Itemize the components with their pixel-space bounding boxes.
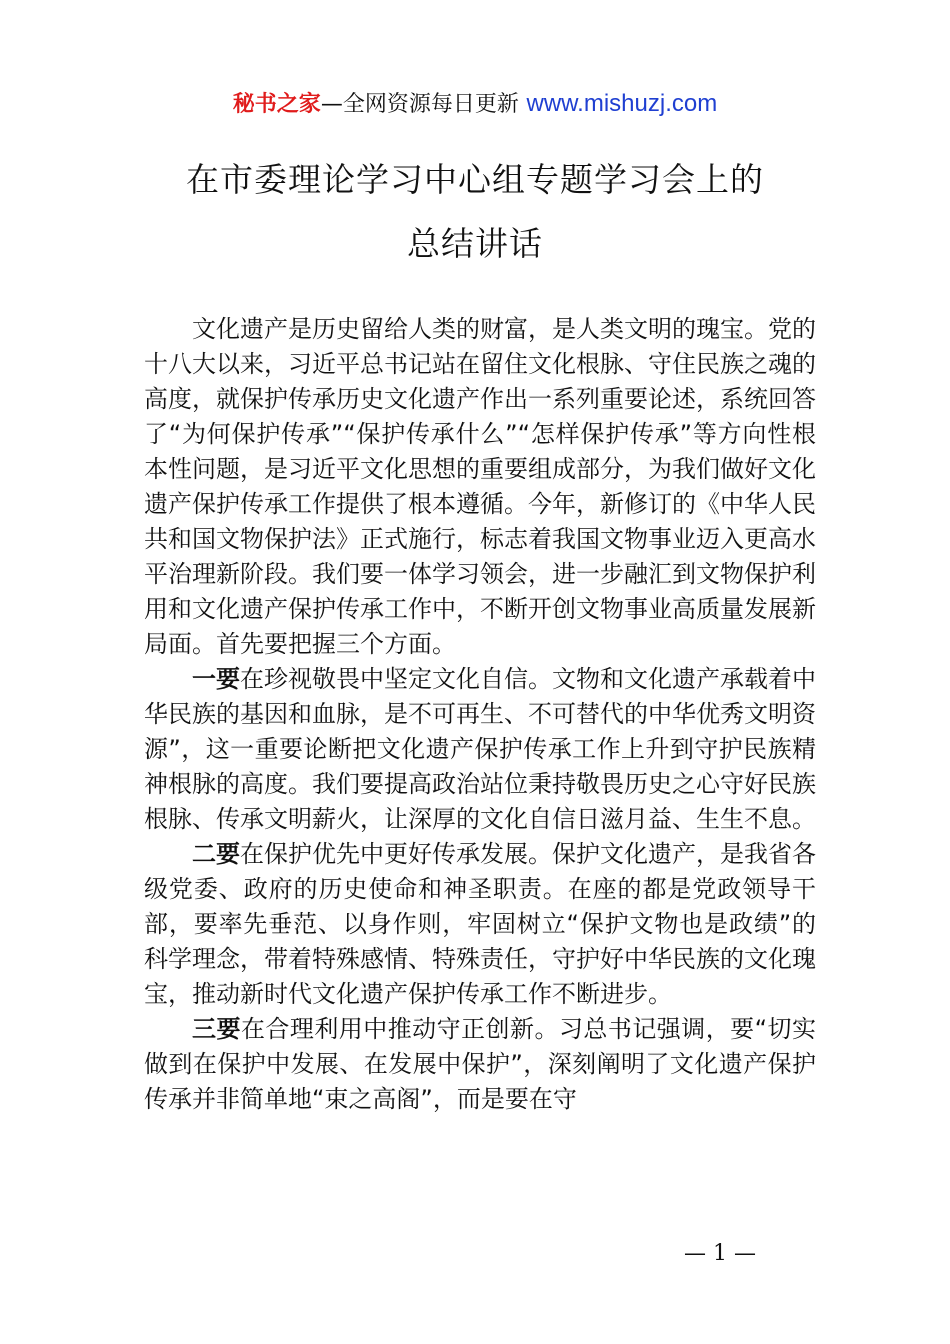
brand-name: 秘书之家 — [232, 92, 321, 117]
document-body — [144, 312, 816, 1117]
point-1-text: 在珍视敬畏中坚定文化自信。文物和文化遗产承载着中华民族的基因和血脉，是不可再生、不可替代的中华优秀文明资源”，这一重要论断把文化遗产保护传承工作上升到守护民族精神根脉的高度。我们要提高政治站位秉持敬畏历史之心守好民族根脉、传承文明薪火，让深厚的文化自信日滋月益、生生不息。 — [144, 665, 816, 833]
point-3-text: 在合理利用中推动守正创新。习总书记强调，要“切实做到在保护中发展、在发展中保护”，深刻阐明了文化遗产保护传承并非简单地“束之高阁”，而是要在守 — [144, 1015, 817, 1113]
site-header — [0, 86, 950, 123]
paragraph-point-1 — [144, 662, 816, 837]
site-url-link[interactable]: www.mishuzj.com — [526, 90, 718, 117]
point-1-lead: 一要 — [192, 665, 240, 693]
paragraph-point-2 — [144, 837, 816, 1012]
point-3-lead: 三要 — [192, 1015, 241, 1043]
point-2-lead: 二要 — [192, 840, 240, 868]
point-2-text: 在保护优先中更好传承发展。保护文化遗产，是我省各级党委、政府的历史使命和神圣职责。在座的都是党政领导干部，要率先垂范、以身作则，牢固树立“保护文物也是政绩”的科学理念，带着特殊感情、特殊责任，守护好中华民族的文化瑰宝，推动新时代文化遗产保护传承工作不断进步。 — [144, 840, 816, 1008]
title-line-1: 在市委理论学习中心组专题学习会上的 — [186, 160, 764, 199]
header-dash: — — [320, 92, 343, 117]
header-slogan: 全网资源每日更新 — [342, 92, 519, 117]
title-line-2: 总结讲话 — [407, 224, 543, 263]
paragraph-point-3 — [144, 1012, 816, 1117]
document-title — [0, 148, 950, 276]
page-number: — 1 — — [684, 1241, 756, 1266]
paragraph-intro: 文化遗产是历史留给人类的财富，是人类文明的瑰宝。党的十八大以来，习近平总书记站在留住文化根脉、守住民族之魂的高度，就保护传承历史文化遗产作出一系列重要论述，系统回答了“为何保护传承”“保护传承什么”“怎样保护传承”等方向性根本性问题，是习近平文化思想的重要组成部分，为我们做好文化遗产保护传承工作提供了根本遵循。今年，新修订的《中华人民共和国文物保护法》正式施行，标志着我国文物事业迈入更高水平治理新阶段。我们要一体学习领会，进一步融汇到文物保护利用和文化遗产保护传承工作中，不断开创文物事业高质量发展新局面。首先要把握三个方面。 — [144, 315, 816, 658]
